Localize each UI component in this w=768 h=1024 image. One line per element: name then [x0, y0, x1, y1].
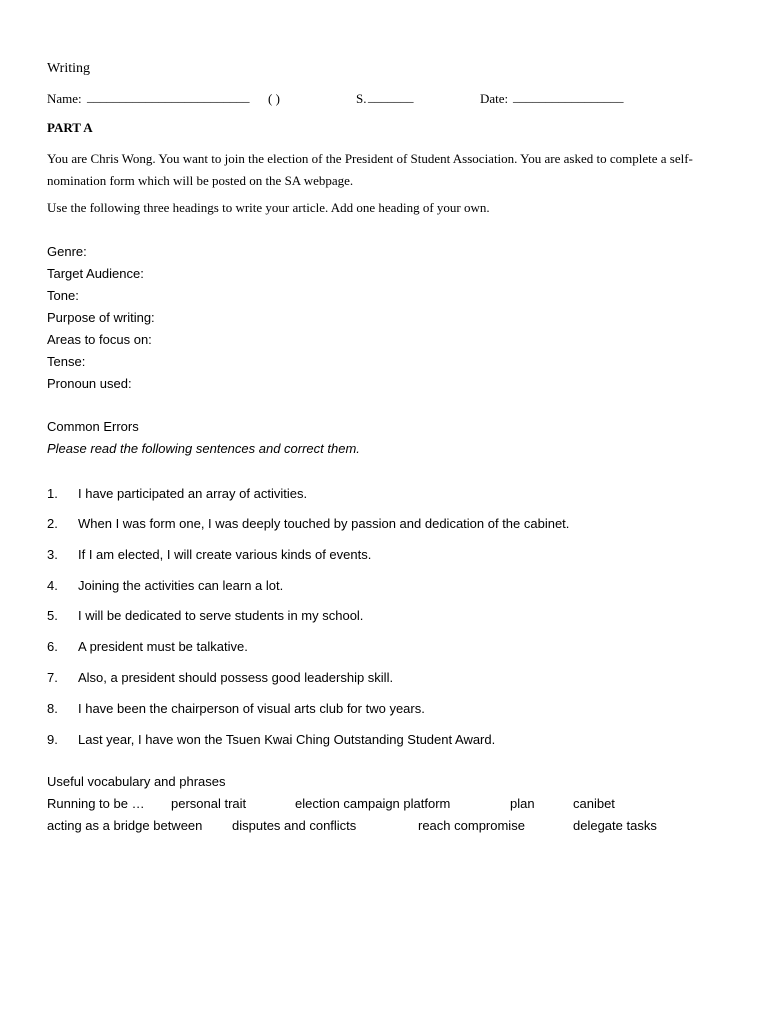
vocab-phrase: election campaign platform	[295, 796, 451, 811]
error-sentence: Also, a president should possess good leadership skill.	[78, 670, 394, 685]
error-number: 5.	[47, 608, 58, 623]
name-blank: _________________________	[87, 89, 250, 104]
vocab-phrase: Running to be …	[47, 796, 145, 811]
name-row	[47, 91, 727, 109]
class-number: ( )	[268, 91, 280, 106]
field-purpose: Purpose of writing:	[47, 310, 155, 325]
error-sentence: If I am elected, I will create various kinds of events.	[78, 547, 372, 562]
vocab-phrase: plan	[510, 796, 535, 811]
field-tone: Tone:	[47, 288, 79, 303]
page-title: Writing	[47, 61, 90, 76]
section-label: S.	[356, 91, 367, 106]
section-blank: _______	[368, 89, 414, 104]
vocab-phrase: delegate tasks	[573, 818, 657, 833]
error-number: 3.	[47, 547, 58, 562]
error-sentence: When I was form one, I was deeply touched by passion and dedication of the cabinet.	[78, 516, 570, 531]
error-sentence: A president must be talkative.	[78, 639, 248, 654]
date-blank: _________________	[513, 89, 624, 104]
error-number: 2.	[47, 516, 58, 531]
error-number: 8.	[47, 701, 58, 716]
headings-instruction: Use the following three headings to write your article. Add one heading of your own.	[47, 200, 490, 215]
error-sentence: I will be dedicated to serve students in my school.	[78, 608, 364, 623]
vocab-phrase: canibet	[573, 796, 615, 811]
error-sentence: I have participated an array of activities.	[78, 486, 308, 501]
error-number: 9.	[47, 732, 58, 747]
error-number: 6.	[47, 639, 58, 654]
date-label: Date:	[480, 91, 509, 106]
error-sentence: Joining the activities can learn a lot.	[78, 578, 284, 593]
vocab-phrase: acting as a bridge between	[47, 818, 203, 833]
name-label: Name:	[47, 91, 82, 106]
field-pronoun: Pronoun used:	[47, 376, 132, 391]
field-areas-focus: Areas to focus on:	[47, 332, 152, 347]
vocabulary-title: Useful vocabulary and phrases	[47, 774, 226, 789]
error-number: 1.	[47, 486, 58, 501]
error-sentence: I have been the chairperson of visual arts club for two years.	[78, 701, 425, 716]
field-target-audience: Target Audience:	[47, 266, 144, 281]
error-number: 7.	[47, 670, 58, 685]
intro-paragraph: You are Chris Wong. You want to join the election of the President of Student Association. You are asked to complete a self-nomination form which will be posted on the SA webpage.	[47, 151, 693, 188]
vocab-phrase: reach compromise	[418, 818, 525, 833]
error-number: 4.	[47, 578, 58, 593]
vocab-phrase: disputes and conflicts	[232, 818, 357, 833]
common-errors-title: Common Errors	[47, 419, 139, 434]
field-genre: Genre:	[47, 244, 87, 259]
error-sentence: Last year, I have won the Tsuen Kwai Ching Outstanding Student Award.	[78, 732, 496, 747]
field-tense: Tense:	[47, 354, 86, 369]
part-a-heading: PART A	[47, 120, 93, 135]
vocab-phrase: personal trait	[171, 796, 247, 811]
common-errors-instruction: Please read the following sentences and correct them.	[47, 441, 360, 456]
